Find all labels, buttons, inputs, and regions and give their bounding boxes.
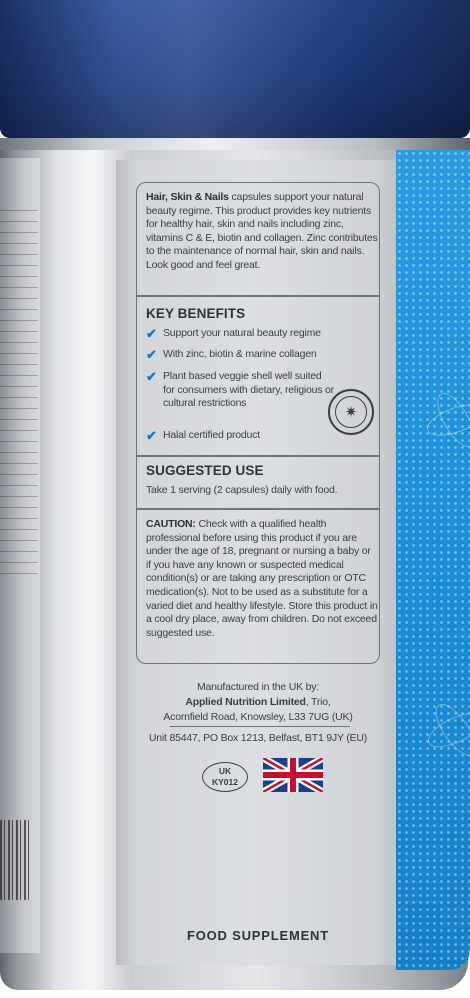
benefit-text: Support your natural beauty regime xyxy=(163,327,321,339)
blue-side-stripe xyxy=(396,150,470,970)
barcode xyxy=(0,820,30,900)
checkmark-icon: ✔ xyxy=(146,428,157,443)
uk-mark-top: UK xyxy=(218,766,232,776)
uk-mark-bottom: KY012 xyxy=(212,777,238,787)
benefit-text: Halal certified product xyxy=(163,429,260,441)
intro-text xyxy=(146,191,378,273)
company-name: Applied Nutrition Limited xyxy=(185,696,306,708)
suggested-use-heading: SUGGESTED USE xyxy=(146,463,264,478)
checkmark-icon: ✔ xyxy=(146,347,157,362)
checkmark-icon: ✔ xyxy=(146,369,157,384)
company-line xyxy=(136,695,380,710)
caution-text xyxy=(146,518,378,640)
halal-certification-icon xyxy=(328,389,374,435)
atom-decoration-icon xyxy=(396,150,470,970)
checkmark-icon: ✔ xyxy=(146,326,157,341)
intro-description: capsules support your natural beauty regime. This product provides key nutrients for healthy hair, skin and nails including zinc, vitamins C & E, biotin and collagen. Zinc contributes to the maintenance of normal hair, skin and nails. Look good and feel great. xyxy=(146,191,378,271)
caution-label: CAUTION: xyxy=(146,518,196,530)
food-supplement-label: FOOD SUPPLEMENT xyxy=(186,928,329,943)
uk-conformity-mark-icon xyxy=(202,762,248,792)
eu-address-line: Unit 85447, PO Box 1213, Belfast, BT1 9JY (EU) xyxy=(148,732,368,744)
suggested-use-text: Take 1 serving (2 capsules) daily with food. xyxy=(146,484,338,496)
uk-flag-icon xyxy=(263,758,323,792)
key-benefits-heading: KEY BENEFITS xyxy=(146,306,246,321)
manufactured-line: Manufactured in the UK by: xyxy=(196,681,320,693)
product-name: Hair, Skin & Nails xyxy=(146,191,229,203)
address-divider xyxy=(170,726,350,727)
benefit-text: With zinc, biotin & marine collagen xyxy=(163,348,317,360)
panel-divider-1 xyxy=(136,295,380,297)
address-line: Acornfield Road, Knowsley, L33 7UG (UK) xyxy=(163,711,353,723)
panel-divider-3 xyxy=(136,508,380,510)
company-address-start: , Trio, xyxy=(305,696,331,708)
halal-star-icon: ✷ xyxy=(335,396,367,428)
nutrition-table-rows xyxy=(0,200,38,580)
panel-divider-2 xyxy=(136,455,380,457)
bottle-cap-shading xyxy=(0,0,470,138)
benefit-text: Plant based veggie shell well suited for consumers with dietary, religious or cultural restrictions xyxy=(163,370,334,410)
caution-description: Check with a qualified health professional before using this product if you are under the age of 18, pregnant or nursing a baby or if you have any known or suspected medical condition(s) or are taking any prescription or OTC medication(s). Not to be used as a substitute for a varied diet and healthy lifestyle. Store this product in a cool dry place, away from children. Do not exceed suggested use. xyxy=(146,518,378,639)
